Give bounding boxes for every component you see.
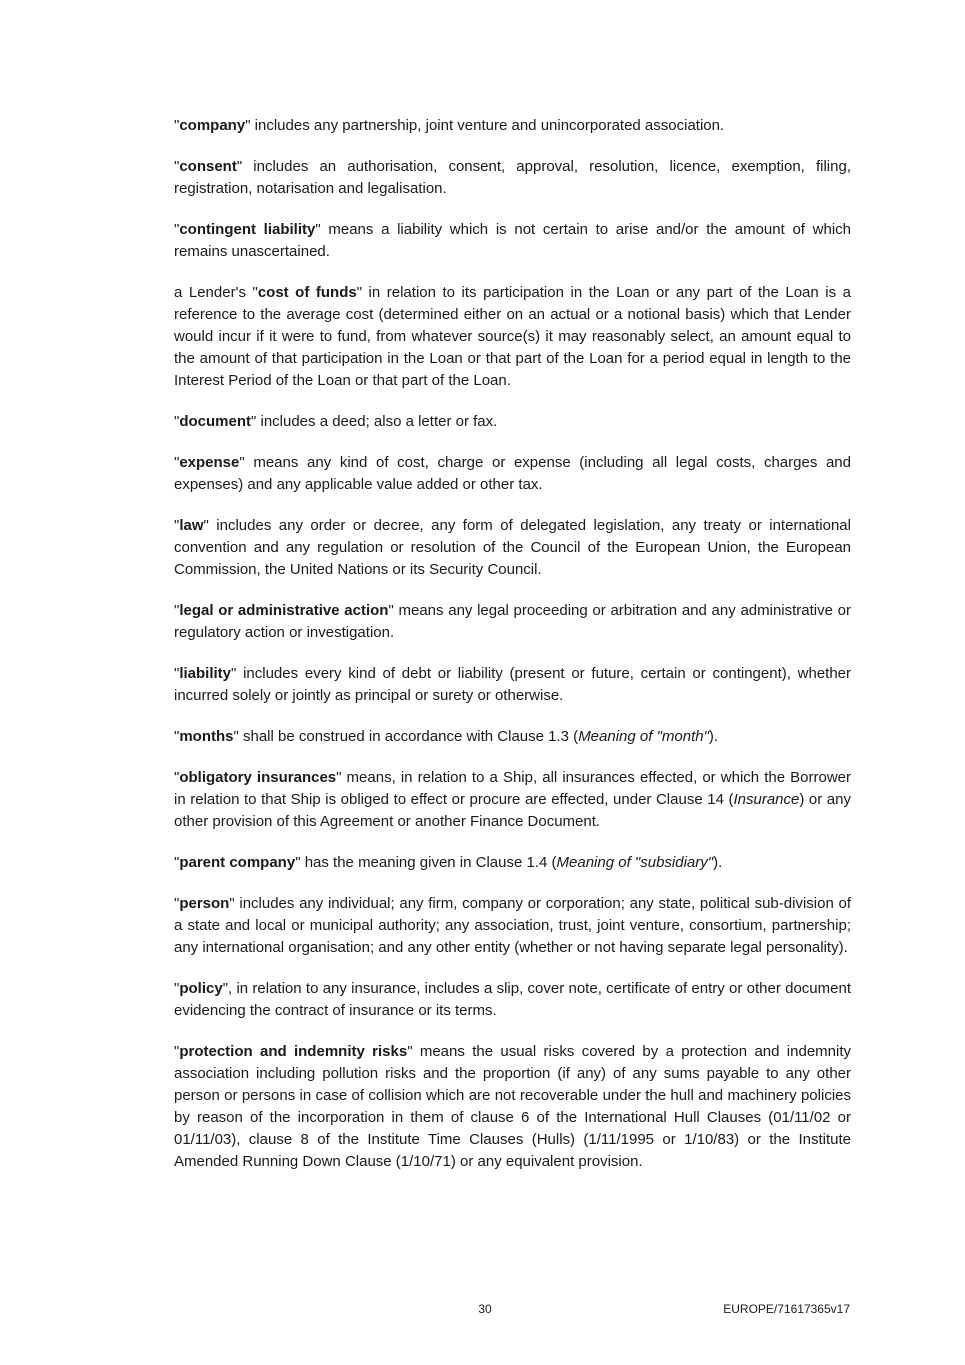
document-reference: EUROPE/71617365v17 <box>723 1302 850 1316</box>
definition-consent: "consent" includes an authorisation, consent, approval, resolution, licence, exemption, filing, registration, notarisation and legalisation. <box>174 158 851 197</box>
definitions-list <box>174 115 851 1192</box>
definition-document: "document" includes a deed; also a letter or fax. <box>174 413 498 430</box>
definition-parent-company: "parent company" has the meaning given in Clause 1.4 (Meaning of "subsidiary"). <box>174 854 723 871</box>
definition-obligatory-insurances: "obligatory insurances" means, in relation to a Ship, all insurances effected, or which the Borrower in relation to that Ship is obliged to effect or procure are effected, under Clause 14 (Insurance) or any other provision of this Agreement or another Finance Document. <box>174 769 852 830</box>
term: document <box>179 413 251 430</box>
definition-company: "company" includes any partnership, joint venture and unincorporated association. <box>174 117 725 134</box>
definition-law: "law" includes any order or decree, any form of delegated legislation, any treaty or international convention and any regulation or resolution of the Council of the European Union, the European Commission, the United Nations or its Security Council. <box>174 517 851 578</box>
term: parent company <box>179 854 296 871</box>
term: expense <box>179 454 240 471</box>
page-number: 30 <box>478 1302 492 1316</box>
term: company <box>179 117 246 134</box>
definition-legal-or-administrative-action: "legal or administrative action" means any legal proceeding or arbitration and any administrative or regulatory action or investigation. <box>174 602 852 641</box>
term: obligatory insurances <box>179 769 337 786</box>
clause-reference: Meaning of "month" <box>578 728 709 745</box>
term: law <box>179 517 204 534</box>
definition-cost-of-funds: a Lender's "cost of funds" in relation to its participation in the Loan or any part of the Loan is a reference to the average cost (determined either on an actual or a notional basis) which that Lender would incur if it were to fund, from whatever source(s) it may reasonably select, an amount equal to the amount of that participation in the Loan or that part of the Loan for a period equal in length to the Interest Period of the Loan or that part of the Loan. <box>174 284 851 389</box>
term: protection and indemnity risks <box>179 1043 408 1060</box>
definition-person: "person" includes any individual; any firm, company or corporation; any state, political sub-division of a state and local or municipal authority; any association, trust, joint venture, consortium, partnership; any international organisation; and any other entity (whether or not having separate legal personality). <box>174 895 851 956</box>
term: contingent liability <box>179 221 316 238</box>
definition-liability: "liability" includes every kind of debt or liability (present or future, certain or contingent), whether incurred solely or jointly as principal or surety or otherwise. <box>174 665 851 704</box>
term: cost of funds <box>257 284 357 301</box>
clause-reference: Meaning of "subsidiary" <box>556 854 714 871</box>
definition-contingent-liability: "contingent liability" means a liability which is not certain to arise and/or the amount of which remains unascertained. <box>174 221 851 260</box>
term: policy <box>179 980 223 997</box>
clause-reference: Insurance <box>733 791 800 808</box>
definition-expense: "expense" means any kind of cost, charge or expense (including all legal costs, charges and expenses) and any applicable value added or other tax. <box>174 454 851 493</box>
definition-protection-and-indemnity-risks: "protection and indemnity risks" means the usual risks covered by a protection and indemnity association including pollution risks and the proportion (if any) of any sums payable to any other person or persons in case of collision which are not recoverable under the hull and machinery policies by reason of the incorporation in them of clause 6 of the International Hull Clauses (01/11/02 or 01/11/03), clause 8 of the Institute Time Clauses (Hulls) (1/11/1995 or 1/10/83) or the Institute Amended Running Down Clause (1/10/71) or any equivalent provision. <box>174 1043 851 1170</box>
term: months <box>179 728 234 745</box>
definition-policy: "policy", in relation to any insurance, includes a slip, cover note, certificate of entry or other document evidencing the contract of insurance or its terms. <box>174 980 851 1019</box>
definition-months: "months" shall be construed in accordance with Clause 1.3 (Meaning of "month"). <box>174 728 719 745</box>
term: consent <box>179 158 237 175</box>
term: person <box>179 895 230 912</box>
term: legal or administrative action <box>179 602 389 619</box>
term: liability <box>179 665 232 682</box>
